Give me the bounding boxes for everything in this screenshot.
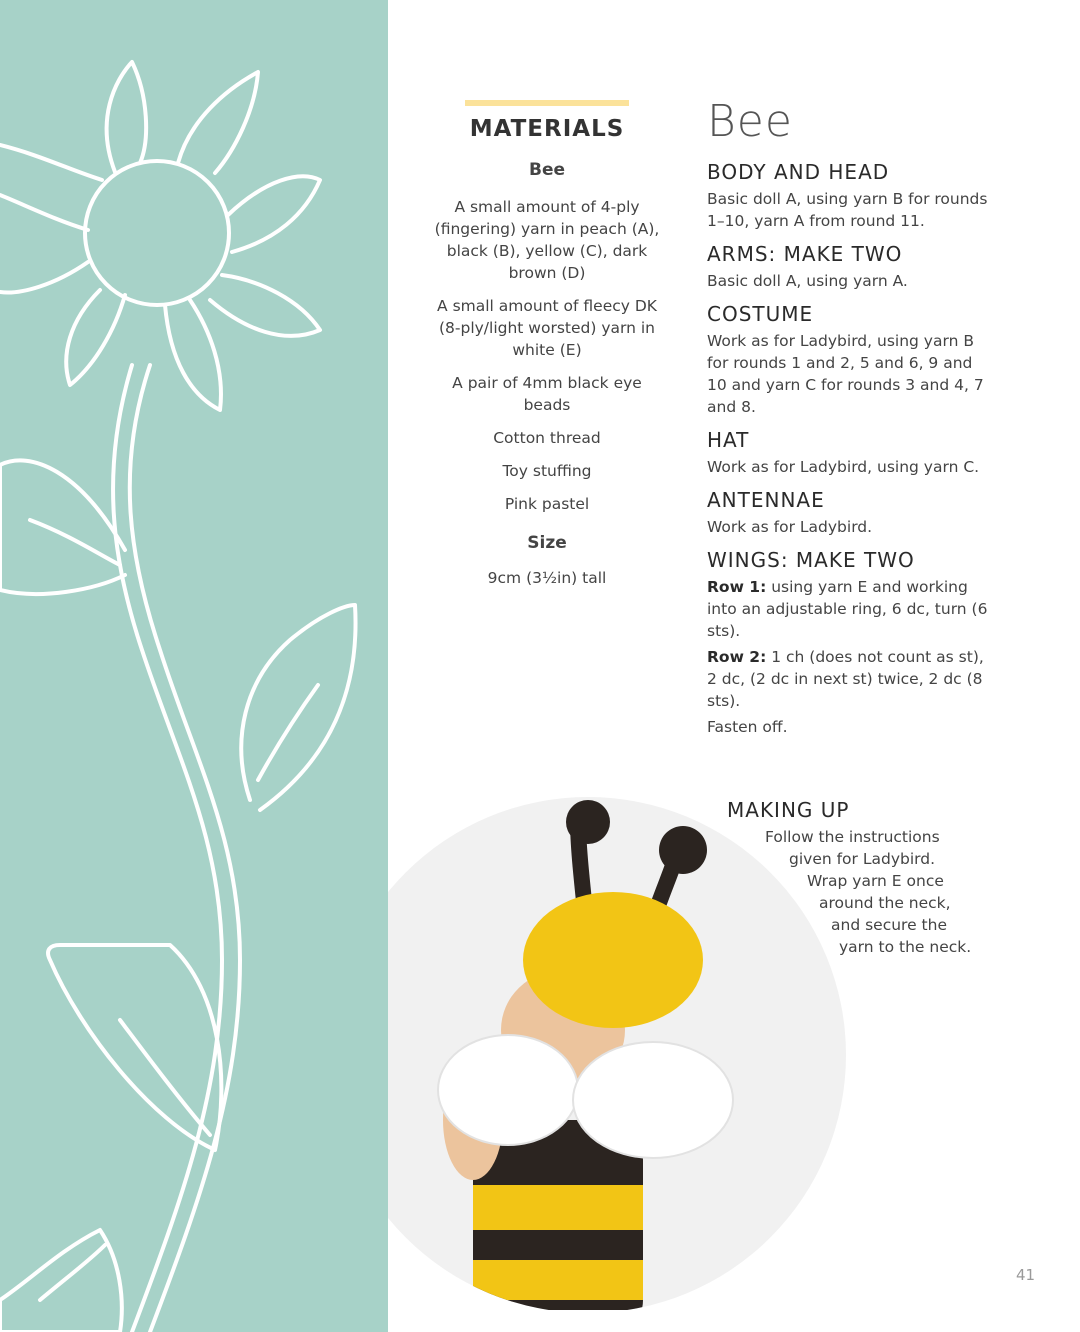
leaf-vein: [40, 1245, 105, 1300]
materials-heading: MATERIALS: [469, 116, 625, 142]
fasten-off-text: Fasten off.: [707, 718, 788, 736]
materials-section: [426, 100, 668, 587]
flower-petal: [107, 62, 146, 172]
making-up-line: around the neck,: [819, 894, 951, 912]
flower-petal: [178, 72, 258, 173]
page-number: 41: [1016, 1266, 1036, 1284]
section-heading: BODY AND HEAD: [707, 160, 890, 184]
section-text: Basic doll A, using yarn A.: [707, 272, 908, 290]
flower-petal: [66, 290, 125, 385]
materials-subheading: Bee: [528, 160, 566, 180]
wings-row-2: [707, 646, 997, 712]
row-text: using yarn E and working into an adjustable ring, 6 dc, turn (6 sts).: [707, 578, 988, 640]
making-up-line: yarn to the neck.: [839, 938, 972, 956]
section-heading: COSTUME: [707, 302, 814, 326]
heading-accent-bar: [465, 100, 629, 106]
wings-row-1: [707, 576, 997, 642]
making-up-line: given for Ladybird.: [789, 850, 936, 868]
flower-petal: [165, 300, 221, 410]
flower-petal: [0, 195, 88, 293]
section-heading: ANTENNAE: [707, 488, 825, 512]
flower-petal: [210, 275, 320, 336]
section-text: Basic doll A, using yarn B for rounds 1–10, yarn A from round 11.: [707, 190, 988, 230]
flower-petal: [0, 145, 102, 180]
materials-list: [426, 196, 668, 515]
section-text: Work as for Ladybird.: [707, 518, 873, 536]
materials-item: Pink pastel: [504, 495, 590, 513]
making-up-line: Wrap yarn E once: [807, 872, 944, 890]
making-up-heading: MAKING UP: [727, 798, 850, 822]
making-up-line: Follow the instructions: [765, 828, 940, 846]
materials-item: A small amount of fleecy DK (8-ply/light worsted) yarn in white (E): [437, 297, 657, 359]
materials-item: A small amount of 4-ply (fingering) yarn in peach (A), black (B), yellow (C), dark brown (D): [434, 198, 660, 282]
row-label: Row 1:: [707, 578, 767, 596]
making-up-line: and secure the: [831, 916, 947, 934]
materials-item: A pair of 4mm black eye beads: [452, 374, 642, 414]
section-heading: HAT: [707, 428, 750, 452]
materials-item: Cotton thread: [493, 429, 601, 447]
pattern-title: Bee: [707, 96, 793, 147]
making-up-section: [727, 798, 987, 958]
leaf-vein: [30, 520, 120, 565]
row-label: Row 2:: [707, 648, 767, 666]
making-up-text: [727, 826, 987, 958]
flower-center: [85, 161, 229, 305]
materials-item: Toy stuffing: [502, 462, 592, 480]
instructions-section: [707, 160, 997, 738]
decorative-panel: [0, 0, 388, 1332]
wings-heading: WINGS: MAKE TWO: [707, 548, 915, 572]
section-text: Work as for Ladybird, using yarn C.: [707, 458, 980, 476]
flower-illustration: [0, 0, 388, 1332]
row-text: 1 ch (does not count as st), 2 dc, (2 dc in next st) twice, 2 dc (8 sts).: [707, 648, 984, 710]
section-text: Work as for Ladybird, using yarn B for rounds 1 and 2, 5 and 6, 9 and 10 and yarn C for rounds 3 and 4, 7 and 8.: [707, 332, 984, 416]
size-value: 9cm (3½in) tall: [487, 569, 607, 587]
size-heading: Size: [527, 533, 567, 553]
leaf: [0, 460, 125, 594]
flower-petal: [228, 176, 320, 252]
section-heading: ARMS: MAKE TWO: [707, 242, 903, 266]
